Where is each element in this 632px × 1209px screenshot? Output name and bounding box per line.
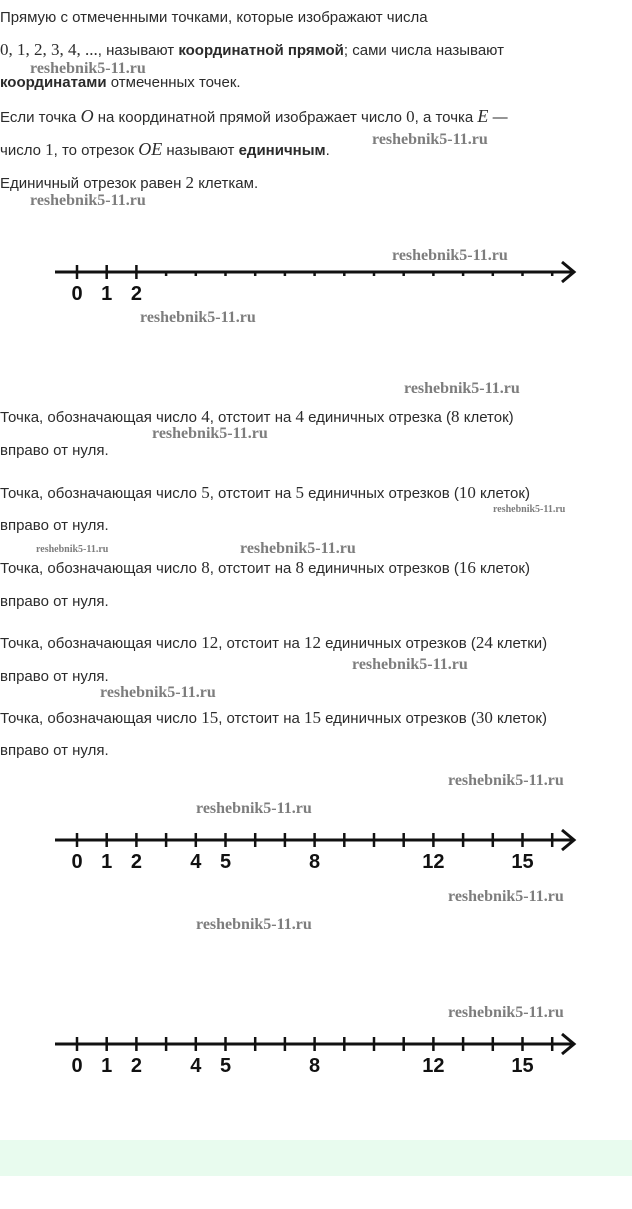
watermark: reshebnik5-11.ru [372,131,488,148]
origin-text: — [488,109,508,126]
math-zero: 0 [406,107,415,126]
math-value: 15 [304,708,321,727]
point-text: Точка, обозначающая число [0,710,202,727]
watermark: reshebnik5-11.ru [240,540,356,557]
watermark: reshebnik5-11.ru [448,888,564,905]
point-text: , отстоит на [218,710,304,727]
watermark: reshebnik5-11.ru [100,684,216,701]
math-value: 16 [458,558,476,577]
term-coordinate-line: координатной прямой [178,42,344,59]
intro-text: , называют [97,42,179,59]
math-E: E [477,106,489,126]
tick-label: 0 [71,283,83,305]
watermark: reshebnik5-11.ru [30,60,146,77]
intro-text: отмеченных точек. [106,74,241,91]
number-line-1 [0,250,632,320]
watermark: reshebnik5-11.ru [196,916,312,933]
number-line-2 [0,818,632,888]
point-text: клеток) [459,409,514,426]
tick-label: 1 [101,851,113,873]
point-text: вправо от нуля. [0,442,109,459]
origin-text: , а точка [414,109,478,126]
origin-text: , то отрезок [53,142,139,159]
number-line-3 [0,1022,632,1092]
tick-label: 12 [422,1055,445,1077]
point-text: Точка, обозначающая число [0,409,202,426]
watermark: reshebnik5-11.ru [404,380,520,397]
math-value: 8 [201,558,210,577]
math-one: 1 [45,140,54,159]
point-line-5 [0,483,530,504]
tick-label: 8 [309,1055,321,1077]
point-tail-4 [0,441,109,461]
math-value: 15 [201,708,219,727]
origin-line-2 [0,139,330,161]
origin-line-1 [0,106,508,128]
tick-label: 0 [71,1055,83,1077]
watermark: reshebnik5-11.ru [352,656,468,673]
point-line-15 [0,708,547,729]
math-value: 5 [295,483,304,502]
math-numbers: 0, 1, 2, 3, 4, ... [0,40,98,59]
point-text: Точка, обозначающая число [0,635,202,652]
intro-text: Прямую с отмеченными точками, которые изображают числа [0,9,428,26]
point-text: , отстоит на [209,485,296,502]
point-text: вправо от нуля. [0,593,109,610]
tick-label: 4 [190,851,202,873]
math-value: 10 [458,483,476,502]
tick-label: 5 [219,1055,232,1077]
watermark: reshebnik5-11.ru [30,192,146,209]
number-line-svg [0,1022,632,1092]
tick-label: 15 [511,851,534,873]
watermark: reshebnik5-11.ru [448,1004,564,1021]
intro-line-1 [0,8,428,28]
intro-line-2 [0,40,504,61]
point-text: единичных отрезка ( [304,409,452,426]
point-text: вправо от нуля. [0,668,109,685]
point-text: единичных отрезков ( [321,710,476,727]
point-text: , отстоит на [218,635,304,652]
watermark: reshebnik5-11.ru [36,544,109,555]
math-value: 4 [201,407,210,426]
math-two: 2 [185,173,195,192]
tick-label: 2 [130,851,142,873]
point-text: клетки) [492,635,548,652]
watermark: reshebnik5-11.ru [392,247,508,264]
math-OE: OE [138,139,163,159]
tick-label: 2 [130,1055,142,1077]
tick-label: 0 [71,851,83,873]
math-value: 8 [451,407,460,426]
unit-line [0,173,258,194]
point-text: , отстоит на [209,560,296,577]
tick-label: 2 [130,283,142,305]
point-line-8 [0,558,530,579]
tick-label: 1 [101,283,113,305]
point-text: единичных отрезков ( [321,635,476,652]
point-text: Точка, обозначающая число [0,560,202,577]
point-tail-12 [0,667,109,687]
point-text: клеток) [492,710,547,727]
math-value: 4 [295,407,304,426]
point-text: единичных отрезков ( [304,485,459,502]
point-tail-5 [0,516,109,536]
point-text: вправо от нуля. [0,742,109,759]
origin-text: . [325,142,330,159]
watermark: reshebnik5-11.ru [493,504,566,515]
math-value: 30 [475,708,493,727]
math-value: 24 [475,633,493,652]
math-O: O [80,106,94,126]
tick-label: 5 [219,851,232,873]
math-value: 8 [295,558,304,577]
point-tail-8 [0,592,109,612]
point-line-12 [0,633,547,654]
origin-text: на координатной прямой изображает число [93,109,407,126]
watermark: reshebnik5-11.ru [140,309,256,326]
unit-text: клеткам. [194,175,259,192]
number-line-svg [0,818,632,888]
tick-label: 4 [190,1055,202,1077]
point-text: единичных отрезков ( [304,560,459,577]
tick-label: 15 [511,1055,534,1077]
bottom-bar [0,1140,632,1176]
intro-text: ; сами числа называют [343,42,504,59]
watermark: reshebnik5-11.ru [152,425,268,442]
point-text: клеток) [475,485,530,502]
point-text: клеток) [475,560,530,577]
origin-text: называют [162,142,239,159]
number-line-svg [0,250,632,320]
point-text: вправо от нуля. [0,517,109,534]
point-tail-15 [0,741,109,761]
math-value: 12 [304,633,321,652]
origin-text: Если точка [0,109,81,126]
math-value: 5 [201,483,210,502]
origin-text: число [0,142,46,159]
point-text: Точка, обозначающая число [0,485,202,502]
watermark: reshebnik5-11.ru [196,800,312,817]
unit-text: Единичный отрезок равен [0,175,186,192]
tick-label: 12 [422,851,445,873]
point-text: , отстоит на [209,409,296,426]
term-coordinates: координатами [0,74,107,91]
tick-label: 1 [101,1055,113,1077]
watermark: reshebnik5-11.ru [448,772,564,789]
tick-label: 8 [309,851,321,873]
term-unit: единичным [238,142,326,159]
math-value: 12 [201,633,219,652]
